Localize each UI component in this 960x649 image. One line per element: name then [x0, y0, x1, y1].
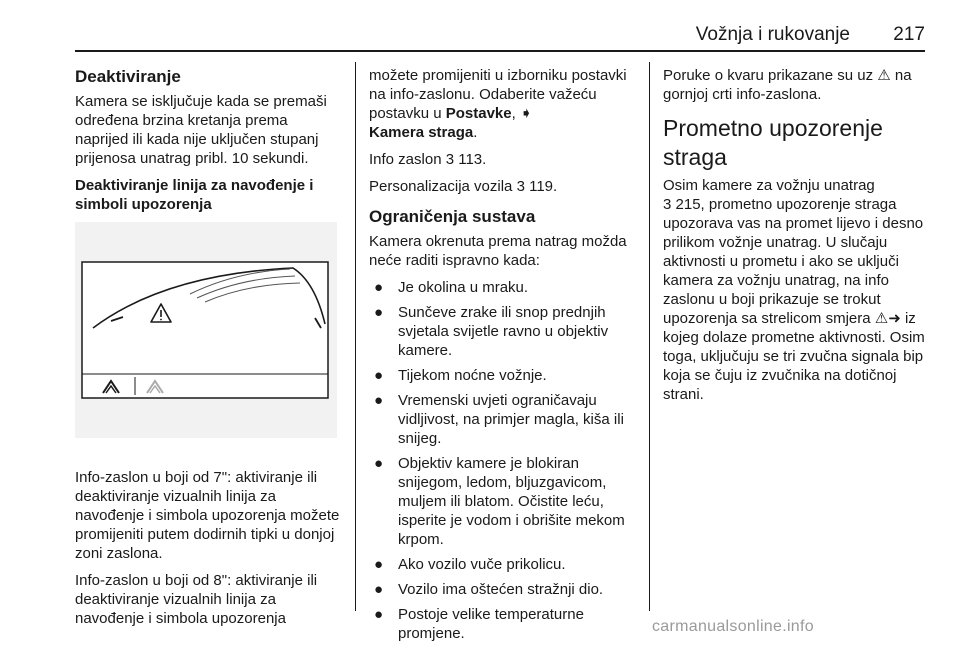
header-rule: [75, 50, 925, 52]
list-item-text: Ako vozilo vuče prikolicu.: [398, 556, 566, 573]
list-item-text: Vremenski uvjeti ograničavaju vidljivost, na primjer magla, kiša ili snijeg.: [398, 392, 624, 447]
list-item-text: Sunčeve zrake ili snop prednjih svjetala svijetle ravno u objektiv kamere.: [398, 304, 609, 359]
column-divider-1: [355, 62, 356, 611]
rear-cross-traffic-heading: Prometno upozorenje straga: [663, 115, 883, 170]
limitations-list: [369, 278, 639, 643]
watermark: carmanualsonline.info: [652, 618, 814, 635]
rct-text-middle: 215, prometno upozorenje straga upozorava vas na promet lijevo i desno prilikom vožnje unatrag. U slučaju aktivnosti u prometu i ako se uključi kamera za vožnju unatrag, na info zaslonu u boji prikazuje se trokut upozorenja sa strelicom smjera: [663, 196, 924, 327]
bullet-icon: ●: [374, 606, 384, 623]
rear-cross-traffic-paragraph: [663, 176, 928, 404]
rear-camera-menu-label: Kamera straga: [369, 124, 474, 141]
column-2: [369, 66, 639, 649]
list-item-text: Je okolina u mraku.: [398, 279, 529, 296]
warning-triangle-arrow-icon: ⚠➜: [874, 310, 901, 327]
system-limits-heading: Ograničenja sustava: [369, 207, 536, 226]
list-item: [369, 580, 639, 599]
fault-message-paragraph: [663, 66, 928, 104]
list-item: [369, 555, 639, 574]
settings-text: možete promijeniti u izborniku postavki na info-zaslonu. Odaberite važeću postavku u: [369, 67, 627, 122]
fault-text: Poruke o kvaru prikazane su uz: [663, 67, 878, 84]
bullet-icon: ●: [374, 304, 384, 321]
list-item: [369, 454, 639, 549]
list-item: [369, 303, 639, 360]
system-limits-intro: Kamera okrenuta prema natrag možda neće raditi ispravno kada:: [369, 233, 627, 269]
reference-text: Info zaslon: [369, 151, 442, 168]
column-1: [75, 66, 345, 636]
camera-display-illustration: [75, 222, 337, 438]
reference-page: 119.: [529, 178, 558, 195]
info-display-8-paragraph: Info-zaslon u boji od 8": aktiviranje ili deaktiviranje vizualnih linija za navođenje i simbola upozorenja: [75, 572, 318, 627]
guidelines-subheading: Deaktiviranje linija za navođenje i simboli upozorenja: [75, 177, 314, 213]
page-number: 217: [893, 24, 925, 45]
reference-page: 113.: [458, 151, 487, 168]
settings-menu-paragraph: [369, 66, 639, 142]
personalization-reference: [369, 177, 639, 196]
list-item-text: Postoje velike temperaturne promjene.: [398, 606, 584, 642]
info-display-reference: [369, 150, 639, 169]
info-display-7-paragraph: Info-zaslon u boji od 7": aktiviranje ili deaktiviranje vizualnih linija za navođenje i simbola upozorenja možete promijeniti putem dodirnih tipki u donjoj zoni zaslona.: [75, 469, 340, 562]
camera-display-svg: [75, 222, 337, 438]
bullet-icon: ●: [374, 556, 384, 573]
chapter-title: Vožnja i rukovanje: [695, 24, 850, 45]
list-item-text: Tijekom noćne vožnje.: [398, 367, 547, 384]
deactivation-paragraph: Kamera se isključuje kada se premaši određena brzina kretanja prema naprijed ili kada nije uključen stupanj prijenosa unatrag pribl. 10 sekundi.: [75, 93, 327, 167]
rct-text-end: iz kojeg dolaze prometne aktivnosti. Osim toga, uključuju se tri zvučna signala bip koja se čuju iz zvučnika na dotičnoj strani.: [663, 310, 925, 403]
list-item: [369, 391, 639, 448]
page-reference-arrow-icon: 3: [445, 151, 455, 168]
menu-arrow-icon: ➧: [519, 105, 533, 122]
reference-text: Personalizacija vozila: [369, 178, 513, 195]
list-item: [369, 366, 639, 385]
rct-text-start: Osim kamere za vožnju unatrag: [663, 177, 875, 194]
warning-icon: ⚠: [877, 67, 891, 84]
column-3: [663, 66, 928, 412]
page-header: [75, 14, 925, 52]
list-item: [369, 278, 639, 297]
settings-end: .: [473, 124, 478, 141]
bullet-icon: ●: [374, 279, 384, 296]
list-item-text: Vozilo ima oštećen stražnji dio.: [398, 581, 604, 598]
page-reference-arrow-icon: 3: [663, 196, 672, 213]
deactivation-heading: Deaktiviranje: [75, 67, 181, 86]
bullet-icon: ●: [374, 581, 384, 598]
bullet-icon: ●: [374, 367, 384, 384]
column-divider-2: [649, 62, 650, 611]
settings-separator: ,: [511, 105, 520, 122]
fault-text-end: na gornjoj crti info-zaslona.: [663, 67, 912, 103]
page-reference-arrow-icon: 3: [516, 178, 525, 195]
list-item-text: Objektiv kamere je blokiran snijegom, ledom, bljuzgavicom, muljem ili blatom. Očistite leću, isperite je vodom i obrišite mekom krpom.: [398, 455, 625, 548]
list-item: [369, 605, 639, 643]
bullet-icon: ●: [374, 455, 384, 472]
settings-menu-label: Postavke: [445, 105, 512, 122]
bullet-icon: ●: [374, 392, 384, 409]
